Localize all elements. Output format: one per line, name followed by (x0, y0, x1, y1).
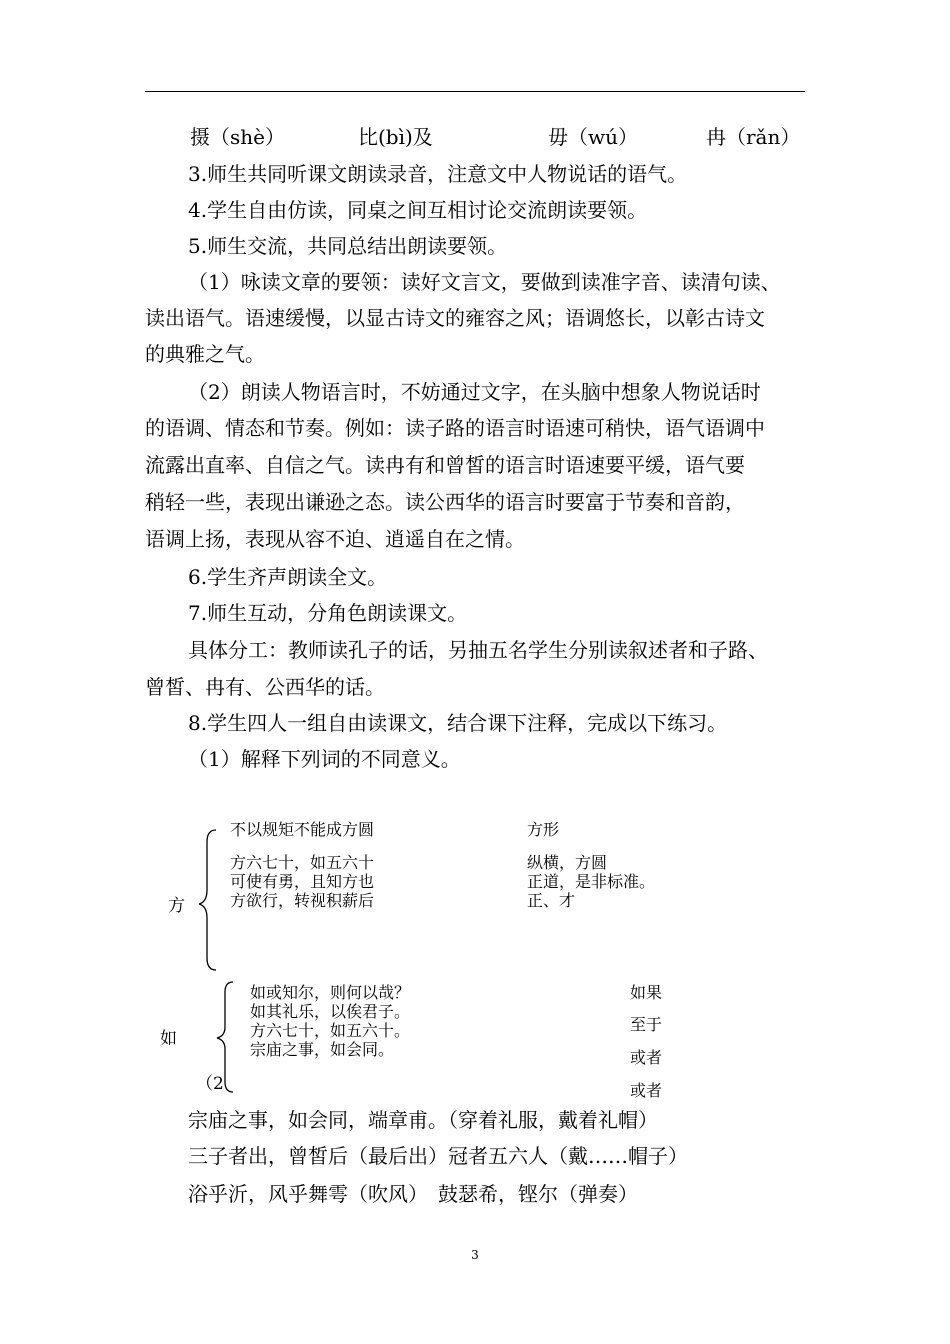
fang-sentence: 不以规矩不能成方圆 (230, 820, 375, 839)
reading-tip-2-line-4: 稍轻一些，表现出谦逊之态。读公西华的语言时要富于节奏和音韵， (145, 490, 745, 514)
ru-sentence: 宗庙之事，如会同。 (250, 1040, 395, 1059)
reading-tip-2-line-3: 流露出直率、自信之气。读冉有和曾皙的语言时语速要平缓，语气要 (145, 453, 745, 477)
fang-sentence: 方欲行，转视积薪后 (230, 891, 375, 910)
reading-tip-1-line-2: 读出语气。语速缓慢，以显古诗文的雍容之风；语调悠长，以彰古诗文 (145, 306, 765, 330)
fang-sentence: 可使有勇，且知方也 (230, 872, 375, 891)
role-division-line-1: 具体分工：教师读孔子的话，另抽五名学生分别读叙述者和子路、 (188, 638, 768, 662)
step-8: 8.学生四人一组自由读课文，结合课下注释，完成以下练习。 (188, 711, 728, 735)
pinyin-wu: 毋（wú） (548, 125, 638, 149)
ru-label: 如 (160, 1029, 177, 1049)
ru-sentence: 如其礼乐，以俟君子。 (250, 1002, 411, 1021)
exercise-1-heading: （1）解释下列词的不同意义。 (188, 747, 461, 771)
reading-tip-2-line-2: 的语调、情态和节奏。例如：读子路的语言时语速可稍快，语气语调中 (145, 416, 765, 440)
fang-meaning: 正、才 (527, 891, 576, 910)
step-5: 5.师生交流，共同总结出朗读要领。 (188, 234, 508, 258)
tail-line-1-text: 宗庙之事，如会同，端章甫。（穿着礼服，戴着礼帽） (188, 1110, 658, 1132)
pinyin-she: 摄（shè） (190, 125, 285, 149)
exercise-2-label: （2 (196, 1074, 224, 1094)
fang-meaning: 方形 (527, 820, 560, 839)
tail-line-1 (188, 1110, 658, 1132)
fang-meaning: 纵横，方圆 (527, 853, 608, 872)
fang-sentence: 方六七十，如五六十 (230, 853, 375, 872)
step-3: 3.师生共同听课文朗读录音，注意文中人物说话的语气。 (188, 162, 688, 186)
step-6: 6.学生齐声朗读全文。 (188, 565, 388, 589)
tail-line-2: 三子者出，曾皙后（最后出）冠者五六人（戴……帽子） (188, 1144, 688, 1168)
reading-tip-2-line-1: （2）朗读人物语言时，不妨通过文字，在头脑中想象人物说话时 (188, 380, 761, 404)
tail-line-3: 浴乎沂，风乎舞雩（吹风） 鼓瑟希，铿尔（弹奏） (188, 1182, 638, 1206)
fang-label: 方 (168, 896, 185, 916)
ru-sentence: 方六七十，如五六十。 (250, 1021, 411, 1040)
ru-meaning: 或者 (630, 1081, 663, 1100)
ru-meaning: 至于 (630, 1015, 663, 1034)
page-number: 3 (471, 1248, 479, 1262)
role-division-line-2: 曾皙、冉有、公西华的话。 (145, 675, 385, 699)
pinyin-bi: 比(bì)及 (358, 125, 433, 149)
pinyin-ran: 冉（rǎn） (706, 125, 801, 149)
ru-sentence: 如或知尔，则何以哉？ (250, 983, 411, 1002)
reading-tip-1-line-1: （1）咏读文章的要领：读好文言文，要做到读准字音、读清句读、 (188, 270, 781, 294)
header-rule (145, 91, 805, 92)
reading-tip-1-line-3: 的典雅之气。 (145, 342, 265, 366)
ru-meaning: 或者 (630, 1048, 663, 1067)
step-7: 7.师生互动，分角色朗读课文。 (188, 601, 468, 625)
reading-tip-2-line-5: 语调上扬，表现从容不迫、逍遥自在之情。 (145, 527, 525, 551)
ru-meaning: 如果 (630, 983, 663, 1002)
fang-brace-icon (196, 828, 220, 972)
fang-meaning: 正道，是非标准。 (527, 872, 656, 891)
step-4: 4.学生自由仿读，同桌之间互相讨论交流朗读要领。 (188, 198, 648, 222)
